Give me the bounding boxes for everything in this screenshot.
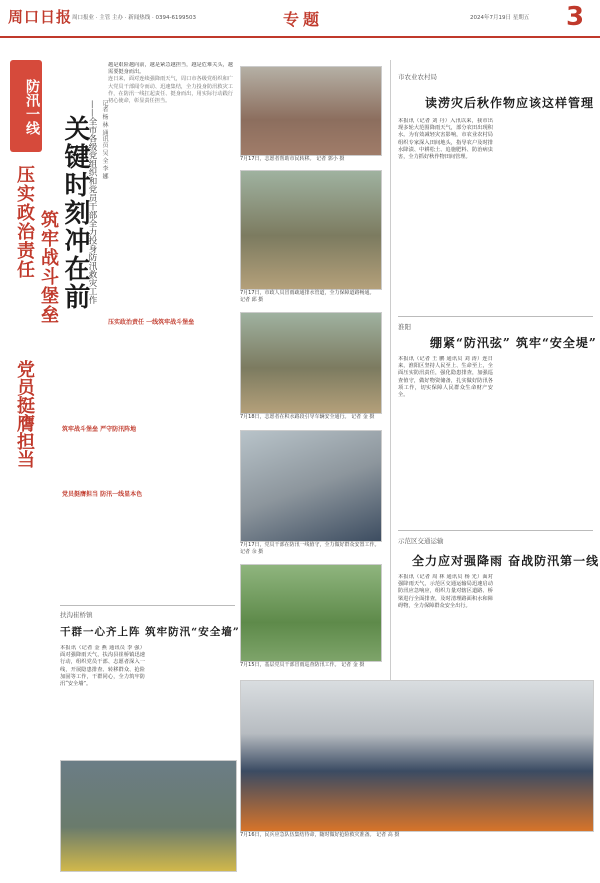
headline-b: 筑牢战斗堡垒 — [38, 210, 59, 324]
article-1-title: 读涝灾后秋作物应该这样管理 — [425, 96, 595, 110]
divider — [60, 605, 235, 606]
article-2-label: 淮阳 — [398, 323, 411, 331]
headline-c: 党员挺膺担当 — [14, 360, 35, 468]
photo-5-caption: 7月15日，基层党员干部冒雨巡查防汛工作。 记者 金 摄 — [240, 662, 365, 668]
issue-date: 2024年7月19日 星期五 — [470, 15, 530, 21]
photo-5 — [240, 564, 382, 662]
main-title: 关键时刻冲在前 — [60, 115, 90, 311]
feature-subhead-3: 党员挺膺担当 防汛一线显本色 — [62, 491, 143, 498]
feature-paragraph: 越是艰险越向前，越是紧急越担当，越是危难关头，越需要挺身而出。 — [108, 62, 233, 76]
photo-4-caption: 7月17日，党员干部在防汛一线值守，全力做好群众安置工作。 记者 余 摄 — [240, 542, 380, 555]
masthead-info: 周口报业 · 主管 主办 · 新闻热线 · 0394-6199503 — [72, 15, 196, 21]
article-4-body: 本报讯（记者 金 燕 通讯员 李 强）面对强降雨天气，扶沟县崔桥镇迅速行动，组织党员干部、志愿者深入一线，开展隐患排查、转移群众、抢险加固等工作，干群同心，全力筑牢防汛“安全墙”。 — [60, 645, 145, 688]
page-number: 3 — [566, 2, 585, 32]
newspaper-logo: 周口日报 — [8, 8, 73, 26]
feature-subhead-2: 筑牢战斗堡垒 严守防汛阵地 — [62, 426, 137, 433]
section-title: 专题 — [283, 10, 324, 29]
feature-paragraph: 连日来，面对连续强降雨天气，周口市各级党组织和广大党员干部闻令而动、迅速集结，全力投身防汛救灾工作，在防汛一线扛起责任、挺身而出，用实际行动践行初心使命，彰显责任担当。 — [108, 76, 233, 105]
article-1-label: 市农业农村局 — [398, 73, 437, 81]
feature-body-mid — [62, 330, 234, 370]
article-2-title: 绷紧“防汛弦” 筑牢“安全堤” — [430, 336, 597, 350]
article-4-title: 干群一心齐上阵 筑牢防汛“安全墙” — [60, 626, 240, 638]
article-4-label: 扶沟崔桥镇 — [60, 611, 93, 619]
divider — [398, 316, 593, 317]
photo-3 — [240, 312, 382, 414]
headline-a: 压实政治责任 — [14, 165, 35, 279]
photo-6-caption: 7月16日，民兵应急队伍集结待命，随时做好抢险救灾准备。 记者 高 摄 — [240, 832, 400, 838]
column-divider — [390, 60, 391, 680]
feature-body-top — [108, 62, 233, 332]
photo-2-caption: 7月17日，市政人员冒雨疏通排水管道，全力保障道路畅通。 记者 邱 摄 — [240, 290, 375, 303]
column-tag: 防汛一线 — [24, 79, 40, 135]
byline: 记者 杨 林 通讯员 吴 全 李 娜 — [101, 100, 108, 180]
photo-1 — [240, 66, 382, 156]
article-3-title: 全力应对强降雨 奋战防汛第一线 — [412, 554, 600, 568]
photo-rescue-vehicle — [60, 760, 237, 872]
article-3-label: 示范区交通运输 — [398, 537, 444, 545]
photo-6 — [240, 680, 594, 832]
photo-2 — [240, 170, 382, 290]
article-2-body: 本报讯（记者 王 鹏 通讯员 刘 涛）连日来，淮阳区坚持人民至上、生命至上，全面压实防汛责任，强化隐患排查，加强巡查值守，做好物资储备，扎实做好防汛各项工作，切实保障人民群众生命财产安全。 — [398, 356, 493, 399]
divider — [398, 530, 593, 531]
photo-1-caption: 7月17日，志愿者帮助市民转移。 记者 郭小 摄 — [240, 156, 345, 162]
article-1-body: 本报讯（记者 刘 丹）入汛以来，我市出现多轮大范围降雨天气，部分农田出现积水。为有效减轻灾害影响，市农业农村局组织专家深入田间地头，指导农户及时排水降渍、中耕松土、追施肥料、防治病虫害，全力抓好秋作物田间管理。 — [398, 118, 493, 161]
article-3-body: 本报讯（记者 周 林 通讯员 杨 光）面对强降雨天气，示范区交通运输局迅速启动防汛应急响应，组织力量对辖区道路、桥梁进行全面排查，及时清理路面积水和障碍物，全力保障群众安全出行。 — [398, 574, 493, 609]
feature-subhead-1: 压实政治责任 一线筑牢战斗堡垒 — [108, 319, 195, 326]
subtitle: ——全市各级党组织和党员干部全力投身防汛救灾工作 — [87, 100, 97, 304]
photo-4 — [240, 430, 382, 542]
photo-3-caption: 7月18日，志愿者在积水路段引导车辆安全通行。 记者 金 摄 — [240, 414, 375, 420]
